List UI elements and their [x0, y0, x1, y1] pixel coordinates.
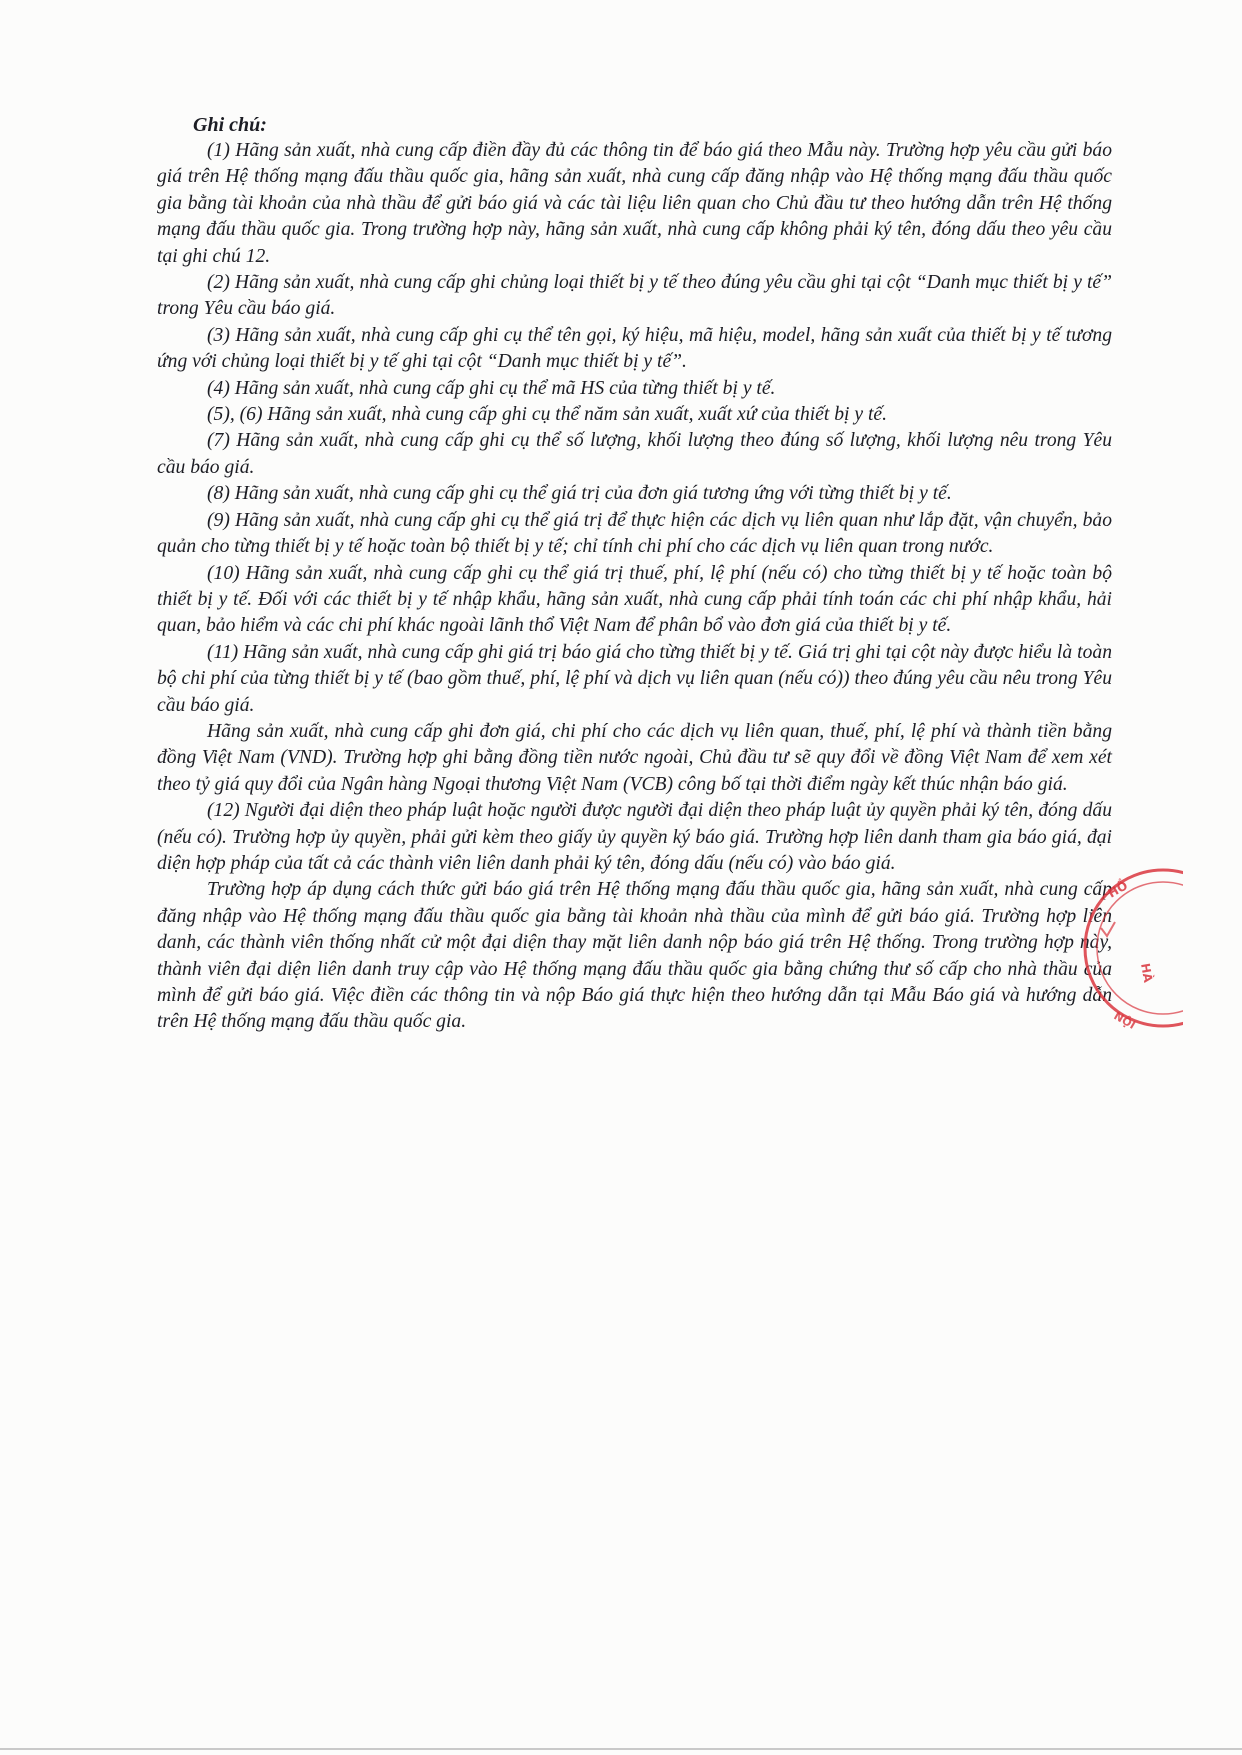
svg-text:HÀ: HÀ — [1138, 962, 1156, 984]
scan-edge-line — [0, 1748, 1242, 1750]
notes-section — [157, 112, 1112, 1036]
note-1: (1) Hãng sản xuất, nhà cung cấp điền đầy đủ các thông tin để báo giá theo Mẫu này. Trường hợp yêu cầu gửi báo giá trên Hệ thống mạng đấu thầu quốc gia, hãng sản xuất, nhà cung cấp đăng nhập vào Hệ thống mạng đấu thầu quốc gia bằng tài khoản của nhà thầu để gửi báo giá và các tài liệu liên quan cho Chủ đầu tư theo hướng dẫn trên Hệ thống mạng đấu thầu quốc gia. Trong trường hợp này, hãng sản xuất, nhà cung cấp không phải ký tên, đóng dấu theo yêu cầu tại ghi chú 12. — [157, 140, 1112, 267]
note-11: (11) Hãng sản xuất, nhà cung cấp ghi giá trị báo giá cho từng thiết bị y tế. Giá trị ghi tại cột này được hiểu là toàn bộ chi phí của từng thiết bị y tế (bao gồm thuế, phí, lệ phí và dịch vụ liên quan (nếu có)) theo đúng yêu cầu nêu trong Yêu cầu báo giá. — [157, 641, 1112, 716]
note-8: (8) Hãng sản xuất, nhà cung cấp ghi cụ thể giá trị của đơn giá tương ứng với từng thiết bị y tế. — [207, 483, 952, 505]
note-currency: Hãng sản xuất, nhà cung cấp ghi đơn giá, chi phí cho các dịch vụ liên quan, thuế, phí, lệ phí và thành tiền bằng đồng Việt Nam (VND). Trường hợp ghi bằng đồng tiền nước ngoài, Chủ đầu tư sẽ quy đổi về đồng Việt Nam để xem xét theo tỷ giá quy đổi của Ngân hàng Ngoại thương Việt Nam (VCB) công bố tại thời điểm ngày kết thúc nhận báo giá. — [157, 720, 1112, 795]
red-seal-stamp — [1063, 858, 1183, 1038]
note-4: (4) Hãng sản xuất, nhà cung cấp ghi cụ thể mã HS của từng thiết bị y tế. — [207, 377, 776, 399]
note-e-bidding: Trường hợp áp dụng cách thức gửi báo giá trên Hệ thống mạng đấu thầu quốc gia, hãng sản xuất, nhà cung cấp đăng nhập vào Hệ thống mạng đấu thầu quốc gia bằng tài khoản nhà thầu của mình để gửi báo giá. Trường hợp liên danh, các thành viên thống nhất cử một đại diện thay mặt liên danh nộp báo giá trên Hệ thống. Trong trường hợp này, thành viên đại diện liên danh truy cập vào Hệ thống mạng đấu thầu quốc gia bằng chứng thư số cấp cho nhà thầu của mình để gửi báo giá. Việc điền các thông tin và nộp Báo giá thực hiện theo hướng dẫn tại Mẫu Báo giá và hướng dẫn trên Hệ thống mạng đấu thầu quốc gia. — [157, 879, 1112, 1033]
notes-title: Ghi chú: — [193, 114, 267, 136]
note-7: (7) Hãng sản xuất, nhà cung cấp ghi cụ thể số lượng, khối lượng theo đúng số lượng, khối lượng nêu trong Yêu cầu báo giá. — [157, 430, 1112, 478]
note-12: (12) Người đại diện theo pháp luật hoặc người được người đại diện theo pháp luật ủy quyền phải ký tên, đóng dấu (nếu có). Trường hợp ủy quyền, phải gửi kèm theo giấy ủy quyền ký báo giá. Trường hợp liên danh tham gia báo giá, đại diện hợp pháp của tất cả các thành viên liên danh phải ký tên, đóng dấu (nếu có) vào báo giá. — [157, 800, 1112, 874]
note-2: (2) Hãng sản xuất, nhà cung cấp ghi chủng loại thiết bị y tế theo đúng yêu cầu ghi tại cột “Danh mục thiết bị y tế” trong Yêu cầu báo giá. — [157, 272, 1112, 320]
note-10: (10) Hãng sản xuất, nhà cung cấp ghi cụ thể giá trị thuế, phí, lệ phí (nếu có) cho từng thiết bị y tế hoặc toàn bộ thiết bị y tế. Đối với các thiết bị y tế nhập khẩu, hãng sản xuất, nhà cung cấp phải tính toán các chi phí nhập khẩu, hải quan, bảo hiểm và các chi phí khác ngoài lãnh thổ Việt Nam để phân bổ vào đơn giá của thiết bị y tế. — [157, 562, 1112, 637]
note-5-6: (5), (6) Hãng sản xuất, nhà cung cấp ghi cụ thể năm sản xuất, xuất xứ của thiết bị y tế. — [207, 404, 887, 426]
svg-text:HỒ: HỒ — [1105, 878, 1131, 901]
svg-text:NỘI: NỘI — [1111, 1009, 1138, 1032]
note-9: (9) Hãng sản xuất, nhà cung cấp ghi cụ thể giá trị để thực hiện các dịch vụ liên quan như lắp đặt, vận chuyển, bảo quản cho từng thiết bị y tế hoặc toàn bộ thiết bị y tế; chỉ tính chi phí cho các dịch vụ liên quan trong nước. — [157, 509, 1112, 558]
note-3: (3) Hãng sản xuất, nhà cung cấp ghi cụ thể tên gọi, ký hiệu, mã hiệu, model, hãng sản xuất của thiết bị y tế tương ứng với chủng loại thiết bị y tế ghi tại cột “Danh mục thiết bị y tế”. — [157, 324, 1112, 373]
